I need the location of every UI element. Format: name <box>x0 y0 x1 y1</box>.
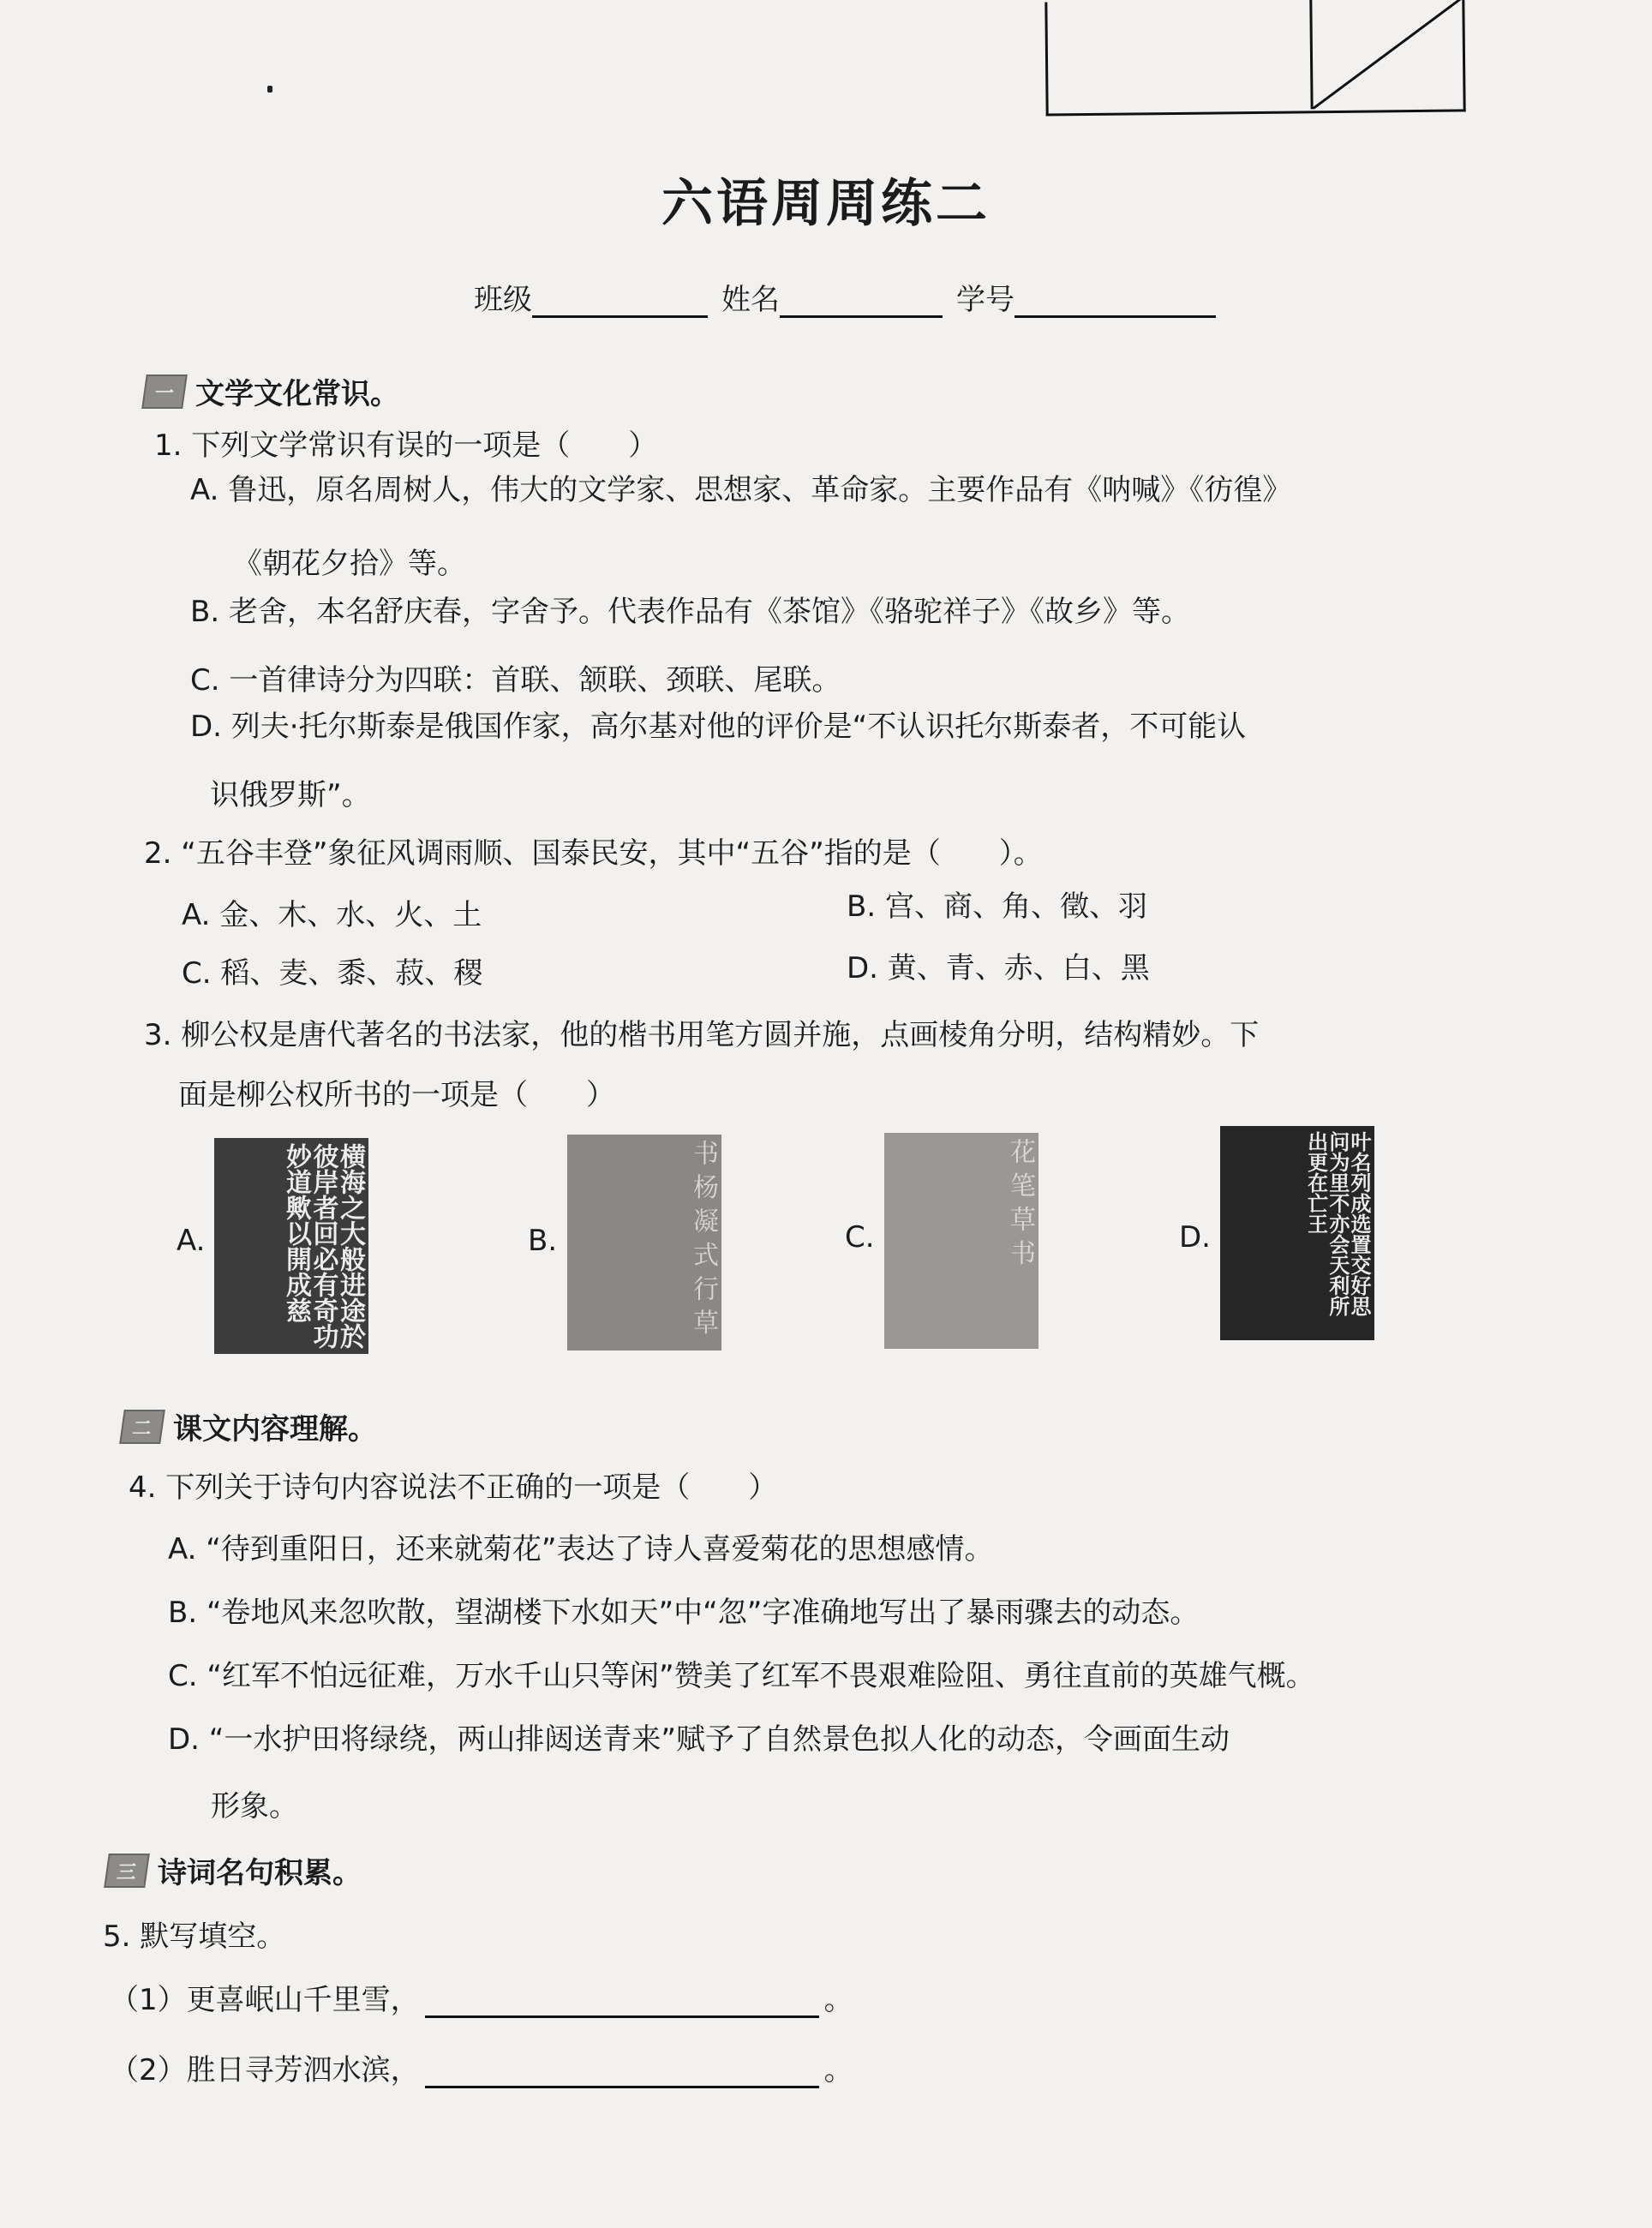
student-id-field[interactable] <box>1015 290 1216 318</box>
q1-option-b: B. 老舍，本名舒庆春，字舍予。代表作品有《茶馆》《骆驼祥子》《故乡》等。 <box>190 595 1190 629</box>
q2-option-a: A. 金、木、水、火、土 <box>182 898 482 932</box>
q4-option-d-cont: 形象。 <box>211 1789 298 1824</box>
q4-option-d: D. “一水护田将绿绕，两山排闼送青来”赋予了自然景色拟人化的动态，令画面生动 <box>168 1722 1230 1757</box>
name-field[interactable] <box>780 290 943 318</box>
q2-option-d: D. 黄、青、赤、白、黑 <box>847 951 1150 985</box>
class-label: 班级 <box>474 283 532 317</box>
student-info-row <box>474 276 1230 318</box>
q1-option-a-cont: 《朝花夕拾》等。 <box>233 547 466 581</box>
q4-option-c: C. “红军不怕远征难，万水千山只等闲”赞美了红军不畏艰难险阻、勇往直前的英雄气概。 <box>168 1659 1315 1693</box>
name-label: 姓名 <box>721 283 780 317</box>
section-number-icon: 三 <box>104 1854 150 1888</box>
q4-option-b: B. “卷地风来忽吹散，望湖楼下水如天”中“忽”字准确地写出了暴雨骤去的动态。 <box>168 1596 1200 1630</box>
question-3-stem-cont: 面是柳公权所书的一项是（ ） <box>178 1078 615 1112</box>
q4-option-a: A. “待到重阳日，还来就菊花”表达了诗人喜爱菊花的思想感情。 <box>168 1532 994 1566</box>
q3-image-a-label: A. <box>177 1224 206 1258</box>
q2-option-c: C. 稻、麦、黍、菽、稷 <box>182 956 483 991</box>
section-2-heading <box>122 1405 377 1447</box>
question-3-stem: 3. 柳公权是唐代著名的书法家，他的楷书用笔方圆并施，点画棱角分明，结构精妙。下 <box>144 1018 1260 1052</box>
q1-option-d-cont: 识俄罗斯”。 <box>210 778 371 812</box>
section-title: 诗词名句积累。 <box>158 1856 362 1890</box>
q5-item-1 <box>110 1976 853 2018</box>
question-1-stem: 1. 下列文学常识有误的一项是（ ） <box>154 428 658 463</box>
q5-item-1-end: 。 <box>823 1983 853 2017</box>
q5-item-1-prompt: （1）更喜岷山千里雪， <box>110 1983 420 2017</box>
q3-calligraphy-image-b: 书 杨 凝 式 行 草 <box>567 1135 721 1351</box>
section-number-icon: 二 <box>119 1410 165 1444</box>
stray-mark <box>267 86 272 93</box>
q3-image-d-label: D. <box>1179 1220 1211 1255</box>
student-id-label: 学号 <box>956 283 1015 317</box>
page-title: 六语周周练二 <box>661 174 991 234</box>
section-number-icon: 一 <box>141 374 188 409</box>
q5-item-2-prompt: （2）胜日寻芳泗水滨， <box>110 2053 420 2087</box>
q3-image-c-label: C. <box>845 1220 875 1255</box>
question-4-stem: 4. 下列关于诗句内容说法不正确的一项是（ ） <box>129 1470 778 1505</box>
section-title: 课文内容理解。 <box>173 1412 377 1446</box>
section-3-heading <box>106 1849 362 1891</box>
q5-item-1-answer-blank[interactable] <box>425 1986 819 2018</box>
q1-option-d: D. 列夫·托尔斯泰是俄国作家，高尔基对他的评价是“不认识托尔斯泰者，不可能认 <box>190 710 1247 744</box>
q1-option-c: C. 一首律诗分为四联：首联、颔联、颈联、尾联。 <box>190 663 841 698</box>
question-5-stem: 5. 默写填空。 <box>103 1920 286 1954</box>
q5-item-2-answer-blank[interactable] <box>425 2057 819 2088</box>
section-title: 文学文化常识。 <box>195 377 399 411</box>
score-box-diagonal <box>1311 0 1463 109</box>
q5-item-2-end: 。 <box>823 2053 853 2087</box>
class-field[interactable] <box>532 290 708 318</box>
section-1-heading <box>144 370 399 412</box>
q2-option-b: B. 宫、商、角、徵、羽 <box>847 889 1147 924</box>
question-2-stem: 2. “五谷丰登”象征风调雨顺、国泰民安，其中“五谷”指的是（ ）。 <box>144 836 1043 871</box>
q3-calligraphy-image-d: 叶名列成选置交好思问为里不亦会天利所出更在亡王 <box>1220 1126 1374 1340</box>
q5-item-2 <box>110 2046 853 2088</box>
q3-image-b-label: B. <box>528 1224 558 1258</box>
q3-calligraphy-image-a: 横海之大般进途於彼岸者回必有奇功妙道歟以開成慈 <box>214 1138 368 1354</box>
q1-option-a: A. 鲁迅，原名周树人，伟大的文学家、思想家、革命家。主要作品有《呐喊》《彷徨》 <box>190 473 1292 507</box>
score-box <box>1044 0 1465 117</box>
q3-calligraphy-image-c: 花 笔 草 书 <box>884 1133 1038 1349</box>
